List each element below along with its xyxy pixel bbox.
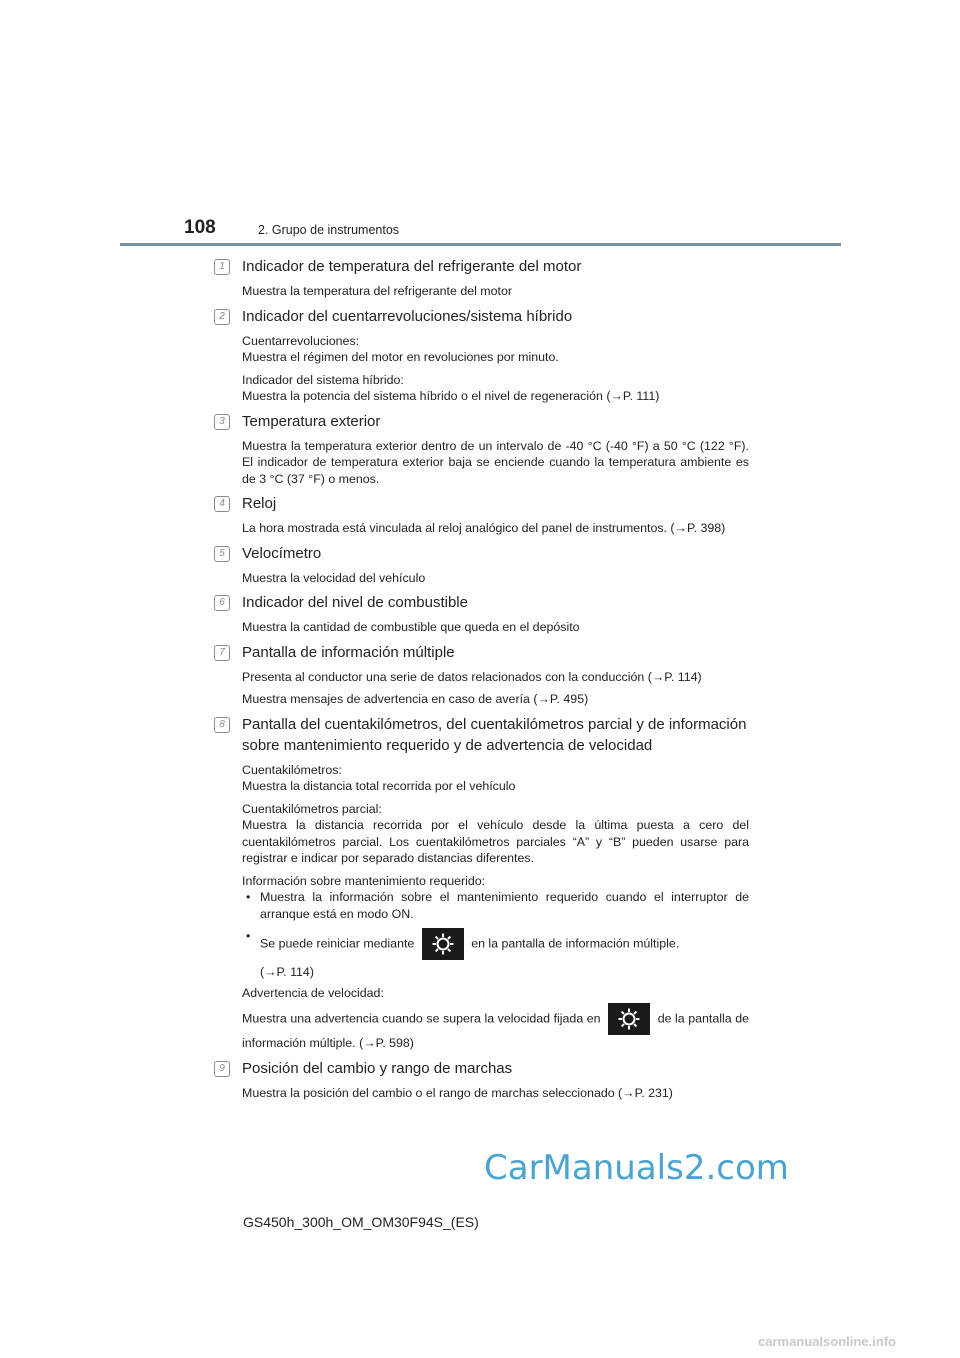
item-text: Muestra mensajes de advertencia en caso de avería (→P. 495) (242, 692, 589, 706)
bullet-text: en la pantalla de información múltiple. (471, 936, 680, 951)
item-body (214, 520, 749, 537)
item-body (214, 619, 749, 636)
speed-text-start: Muestra una advertencia cuando se supera la velocidad fijada en (242, 1011, 601, 1026)
bullet-text: Se puede reiniciar mediante (260, 936, 415, 951)
item-body (214, 283, 749, 300)
item-heading (214, 493, 749, 514)
item-title: Pantalla del cuentakilómetros, del cuentakilómetros parcial y de información sobre mantenimiento requerido y de advertencia de velocidad (242, 715, 747, 754)
item-number-badge: 9 (214, 1061, 230, 1077)
item-number-badge: 3 (214, 414, 230, 430)
item-text: La hora mostrada está vinculada al reloj analógico del panel de instrumentos. (→P. 398) (242, 521, 726, 535)
watermark-logo: CarManuals2.com (484, 1148, 789, 1188)
item-2 (214, 306, 749, 405)
item-label: Indicador del sistema híbrido: (242, 372, 404, 387)
item-number-badge: 2 (214, 309, 230, 325)
item-number-badge: 1 (214, 259, 230, 275)
item-text: Muestra la potencia del sistema híbrido o el nivel de regeneración (→P. 111) (242, 389, 660, 403)
item-heading (214, 592, 749, 613)
item-body (214, 762, 749, 1052)
footer-model-code: GS450h_300h_OM_OM30F94S_(ES) (243, 1214, 479, 1230)
item-7 (214, 642, 749, 708)
item-heading (214, 714, 749, 756)
item-body (214, 669, 749, 708)
maintenance-label: Información sobre mantenimiento requerido: (242, 873, 486, 888)
item-text: Muestra la temperatura del refrigerante del motor (242, 284, 512, 298)
item-title: Indicador del nivel de combustible (242, 594, 468, 611)
item-body (214, 570, 749, 587)
item-title: Posición del cambio y rango de marchas (242, 1059, 513, 1077)
item-text: Muestra la velocidad del vehículo (242, 570, 426, 585)
item-number-badge: 4 (214, 496, 230, 512)
item-9 (214, 1058, 749, 1102)
item-title: Indicador del cuentarrevoluciones/sistema híbrido (242, 307, 573, 325)
item-8 (214, 714, 749, 1052)
item-4 (214, 493, 749, 537)
speed-warning-label: Advertencia de velocidad: (242, 985, 384, 1000)
item-title: Temperatura exterior (242, 412, 381, 430)
bullet-text: Muestra la información sobre el mantenimiento requerido cuando el interruptor de arranque está en modo ON. (260, 890, 749, 921)
page-header (0, 0, 960, 250)
item-3 (214, 411, 749, 488)
item-body (214, 438, 749, 488)
item-1 (214, 256, 749, 300)
item-number-badge: 8 (214, 717, 230, 733)
item-title: Pantalla de información múltiple (242, 643, 455, 661)
gear-icon (608, 1003, 650, 1035)
trip-meter-text: Muestra la distancia recorrida por el vehículo desde la última puesta a cero del cuentakilómetros parcial. Los cuentakilómetros parciales “A” y “B” pueden usarse para registrar e indicar por separado distancias diferentes. (242, 818, 749, 865)
watermark-footer: carmanualsonline.info (758, 1334, 896, 1349)
item-title: Velocímetro (242, 544, 322, 562)
section-title: 2. Grupo de instrumentos (258, 223, 400, 237)
item-text: Presenta al conductor una serie de datos relacionados con la conducción (→P. 114) (242, 669, 702, 684)
item-heading (214, 543, 749, 564)
item-body (214, 1085, 749, 1102)
item-5 (214, 543, 749, 587)
item-text: Muestra la temperatura exterior dentro de un intervalo de -40 °C (-40 °F) a 50 °C (122 °F). El indicador de temperatura exterior baja se enciende cuando la temperatura ambiente es de 3 °C (37 °F) o menos. (242, 438, 749, 486)
content-list (214, 250, 749, 1105)
odometer-text: Muestra la distancia total recorrida por el vehículo (242, 779, 516, 793)
speed-text-end: de la pantalla de información múltiple. (→P. 598) (242, 1011, 749, 1050)
maintenance-bullet: • Muestra la información sobre el mantenimiento requerido cuando el interruptor de arranque está en modo ON. (246, 890, 749, 921)
item-number-badge: 7 (214, 645, 230, 661)
item-title: Indicador de temperatura del refrigerante del motor (242, 258, 582, 275)
item-label: Cuentarrevoluciones: (242, 333, 360, 348)
item-text: Muestra la posición del cambio o el rango de marchas seleccionado (→P. 231) (242, 1085, 673, 1100)
item-heading (214, 1058, 749, 1079)
item-heading (214, 642, 749, 663)
page-number: 108 (184, 217, 216, 238)
page-reference: (→P. 114) (260, 965, 314, 979)
item-heading (214, 306, 749, 327)
item-number-badge: 5 (214, 546, 230, 562)
item-number-badge: 6 (214, 595, 230, 611)
odometer-label: Cuentakilómetros: (242, 762, 342, 777)
item-heading (214, 256, 749, 277)
item-heading (214, 411, 749, 432)
header-divider (120, 243, 841, 246)
maintenance-bullet: • Se puede reiniciar mediante en la pantalla de información múltiple. (→P. 114) (242, 928, 749, 981)
item-text: Muestra la cantidad de combustible que queda en el depósito (242, 620, 580, 634)
item-6 (214, 592, 749, 636)
item-body (214, 333, 749, 405)
speed-warning-text (242, 1003, 749, 1052)
item-text: Muestra el régimen del motor en revoluciones por minuto. (242, 350, 559, 364)
item-title: Reloj (242, 495, 277, 512)
gear-icon (422, 928, 464, 960)
trip-meter-label: Cuentakilómetros parcial: (242, 801, 382, 816)
